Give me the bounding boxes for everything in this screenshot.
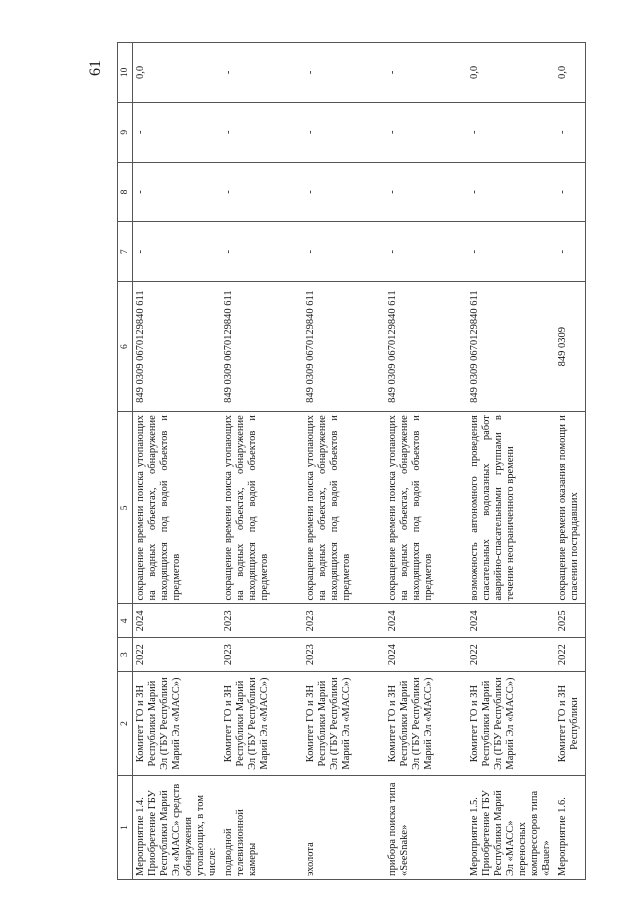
page-number: 61: [87, 60, 104, 76]
budget-code: 849 0309 0670129840 611: [467, 282, 555, 412]
value-7: -: [221, 222, 303, 282]
executor: Комитет ГО и ЗН Республики Марий Эл (ГБУ Республики Марий Эл «МАСС»): [467, 672, 555, 776]
end-year: 2024: [133, 604, 222, 638]
column-number: 6: [118, 282, 133, 412]
expected-result: сокращение времени поиска утопающих на водных объектах, обнаружение находящихся под водой объектов и предметов: [133, 412, 222, 604]
table-row: [133, 43, 222, 880]
value-10: 0,0: [133, 43, 222, 103]
executor: Комитет ГО и ЗН Республики Марий Эл (ГБУ Республики Марий Эл «МАСС»): [385, 672, 467, 776]
start-year: 2024: [385, 638, 467, 672]
table-row: [221, 43, 303, 880]
end-year: 2024: [385, 604, 467, 638]
program-table: [117, 42, 586, 880]
value-9: -: [221, 102, 303, 162]
budget-code: 849 0309: [555, 282, 585, 412]
column-number: 9: [118, 102, 133, 162]
expected-result: сокращение времени оказания помощи и спасении пострадавших: [555, 412, 585, 604]
measure-name: Мероприятие 1.4. Приобретение ГБУ Республики Марий Эл «МАСС» средств обнаружения утопающих, в том числе:: [133, 776, 222, 880]
value-7: -: [385, 222, 467, 282]
measure-name: Мероприятие 1.5. Приобретение ГБУ Республики Марий Эл «МАСС» переносных компрессоров типа «Bauer»: [467, 776, 555, 880]
start-year: 2022: [555, 638, 585, 672]
table-row: [385, 43, 467, 880]
start-year: 2022: [467, 638, 555, 672]
column-number: 4: [118, 604, 133, 638]
value-8: -: [303, 162, 385, 222]
budget-code: 849 0309 0670129840 611: [385, 282, 467, 412]
value-10: 0,0: [467, 43, 555, 103]
column-number: 5: [118, 412, 133, 604]
budget-code: 849 0309 0670129840 611: [133, 282, 222, 412]
executor: Комитет ГО и ЗН Республики Марий Эл (ГБУ Республики Марий Эл «МАСС»): [133, 672, 222, 776]
value-8: -: [385, 162, 467, 222]
table-row: [303, 43, 385, 880]
expected-result: сокращение времени поиска утопающих на водных объектах, обнаружение находящихся под водой объектов и предметов: [385, 412, 467, 604]
start-year: 2023: [303, 638, 385, 672]
end-year: 2023: [221, 604, 303, 638]
value-7: -: [555, 222, 585, 282]
executor: Комитет ГО и ЗН Республики Марий Эл (ГБУ Республики Марий Эл «МАСС»): [303, 672, 385, 776]
measure-name: Мероприятие 1.6.: [555, 776, 585, 880]
end-year: 2023: [303, 604, 385, 638]
table-row: [555, 43, 585, 880]
end-year: 2024: [467, 604, 555, 638]
budget-code: 849 0309 0670129840 611: [221, 282, 303, 412]
value-8: -: [467, 162, 555, 222]
expected-result: сокращение времени поиска утопающих на водных объектах, обнаружение находящихся под водой объектов и предметов: [221, 412, 303, 604]
end-year: 2025: [555, 604, 585, 638]
column-number: 1: [118, 776, 133, 880]
executor: Комитет ГО и ЗН Республики Марий Эл (ГБУ Республики Марий Эл «МАСС»): [221, 672, 303, 776]
value-9: -: [133, 102, 222, 162]
measure-name: прибора поиска типа «SeeSnake»: [385, 776, 467, 880]
value-9: -: [467, 102, 555, 162]
start-year: 2022: [133, 638, 222, 672]
value-9: -: [303, 102, 385, 162]
start-year: 2023: [221, 638, 303, 672]
value-10: -: [221, 43, 303, 103]
value-7: -: [467, 222, 555, 282]
value-8: -: [555, 162, 585, 222]
measure-name: подводной телевизионной камеры: [221, 776, 303, 880]
budget-code: 849 0309 0670129840 611: [303, 282, 385, 412]
value-10: -: [303, 43, 385, 103]
value-7: -: [303, 222, 385, 282]
table-row: [467, 43, 555, 880]
value-9: -: [385, 102, 467, 162]
value-7: -: [133, 222, 222, 282]
column-number-row: [118, 43, 133, 880]
value-8: -: [133, 162, 222, 222]
column-number: 7: [118, 222, 133, 282]
value-9: -: [555, 102, 585, 162]
expected-result: сокращение времени поиска утопающих на водных объектах, обнаружение находящихся под водой объектов и предметов: [303, 412, 385, 604]
executor: Комитет ГО и ЗН Республики: [555, 672, 585, 776]
column-number: 2: [118, 672, 133, 776]
column-number: 3: [118, 638, 133, 672]
value-10: -: [385, 43, 467, 103]
measure-name: эхолота: [303, 776, 385, 880]
value-10: 0,0: [555, 43, 585, 103]
column-number: 8: [118, 162, 133, 222]
value-8: -: [221, 162, 303, 222]
rotated-page-content: [117, 42, 580, 880]
expected-result: возможность автономного проведения спасательных водолазных работ аварийно-спасательными группами в течение неограниченного времени: [467, 412, 555, 604]
column-number: 10: [118, 43, 133, 103]
